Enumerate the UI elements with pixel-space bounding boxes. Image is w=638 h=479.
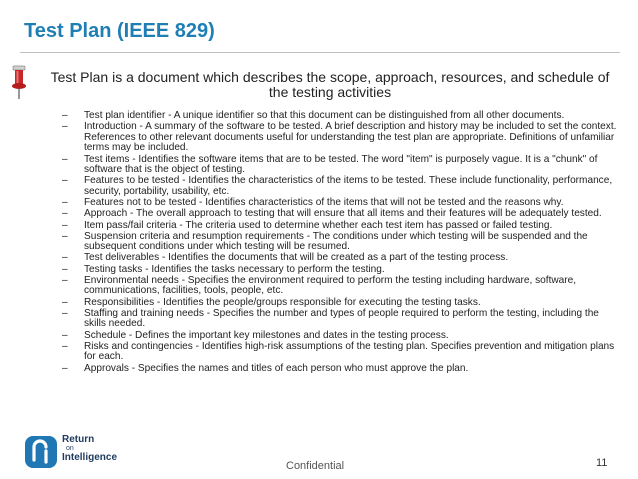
list-bullet: – <box>62 219 68 231</box>
list-bullet: – <box>62 208 68 220</box>
thumbtack-icon <box>8 64 30 100</box>
list-item <box>62 221 622 232</box>
list-item <box>62 342 622 363</box>
list-item <box>62 276 622 297</box>
logo-line-on: on <box>66 445 74 452</box>
intro-text: Test Plan is a document which describes the scope, approach, resources, and schedule of the testing activities <box>50 69 610 100</box>
list-item <box>62 198 622 209</box>
list-item-text: Approach - The overall approach to testing that will ensure that all items and their features will be adequately tested. <box>84 208 602 220</box>
list-bullet: – <box>62 110 68 121</box>
title-divider <box>20 52 620 53</box>
list-item-text: Suspension criteria and resumption requirements - The conditions under which testing will be suspended and the subsequent conditions under which testing will be resumed. <box>84 230 588 253</box>
logo-line-return: Return <box>62 434 95 445</box>
test-plan-items-list <box>62 111 622 375</box>
list-item-text: Testing tasks - Identifies the tasks necessary to perform the testing. <box>84 263 385 275</box>
list-item-text: Features not to be tested - Identifies characteristics of the items that will not be tested and the reasons why. <box>84 197 564 209</box>
logo-wordmark <box>62 435 117 463</box>
list-bullet: – <box>62 263 68 275</box>
list-item-text: Features to be tested - Identifies the characteristics of the items to be tested. These include functionality, performance, security, portability, usability, etc. <box>84 175 613 197</box>
list-bullet: – <box>62 252 68 264</box>
list-item-text: Responsibilities - Identifies the people/groups responsible for executing the testing tasks. <box>84 296 481 308</box>
list-bullet: – <box>62 307 68 319</box>
list-bullet: – <box>62 175 68 187</box>
list-item-text: Test items - Identifies the software items that are to be tested. The word "item" is purposely vague. It is a "chunk" of software that is the object of testing. <box>84 153 598 176</box>
page-number: 11 <box>596 457 608 469</box>
list-item-text: Staffing and training needs - Specifies the number and types of people required to perform the testing, including the skills needed. <box>84 307 599 330</box>
company-logo <box>24 435 144 469</box>
list-item-text: Approvals - Specifies the names and titles of each person who must approve the plan. <box>84 362 469 374</box>
list-item <box>62 265 622 276</box>
list-bullet: – <box>62 329 68 341</box>
list-item <box>62 298 622 309</box>
list-item <box>62 253 622 264</box>
slide-title: Test Plan (IEEE 829) <box>24 20 215 42</box>
list-item-text: Environmental needs - Specifies the environment required to perform the testing including hardware, software, communications, facilities, tools, people, etc. <box>84 274 577 297</box>
list-bullet: – <box>62 274 68 286</box>
list-item-text: Introduction - A summary of the software to be tested. A brief description and history may be included to set the context. References to other relevant documents useful for understanding the test plan are appropriate. Definitions of unfamiliar terms may be included. <box>84 121 617 154</box>
list-item <box>62 176 622 197</box>
list-bullet: – <box>62 296 68 308</box>
list-bullet: – <box>62 340 68 352</box>
list-item-text: Risks and contingencies - Identifies high-risk assumptions of the testing plan. Specifies prevention and mitigation plans for each. <box>84 340 615 363</box>
list-item-text: Test deliverables - Identifies the documents that will be created as a part of the testing process. <box>84 252 509 264</box>
list-item <box>62 364 622 375</box>
list-bullet: – <box>62 362 68 374</box>
list-bullet: – <box>62 197 68 209</box>
list-item <box>62 111 622 122</box>
list-item <box>62 331 622 342</box>
list-item <box>62 155 622 176</box>
list-item-text: Item pass/fail criteria - The criteria used to determine whether each test item has passed or failed testing. <box>84 219 553 231</box>
logo-line-intelligence: Intelligence <box>62 452 118 463</box>
list-item <box>62 122 622 154</box>
list-item-text: Schedule - Defines the important key milestones and dates in the testing process. <box>84 329 449 341</box>
list-bullet: – <box>62 121 68 133</box>
footer-confidential: Confidential <box>286 460 345 472</box>
list-bullet: – <box>62 153 68 165</box>
logo-mark-icon <box>24 435 58 469</box>
list-item <box>62 209 622 220</box>
list-bullet: – <box>62 230 68 242</box>
list-item-text: Test plan identifier - A unique identifier so that this document can be distinguished from all other documents. <box>84 110 565 121</box>
list-item <box>62 232 622 253</box>
list-item <box>62 309 622 330</box>
